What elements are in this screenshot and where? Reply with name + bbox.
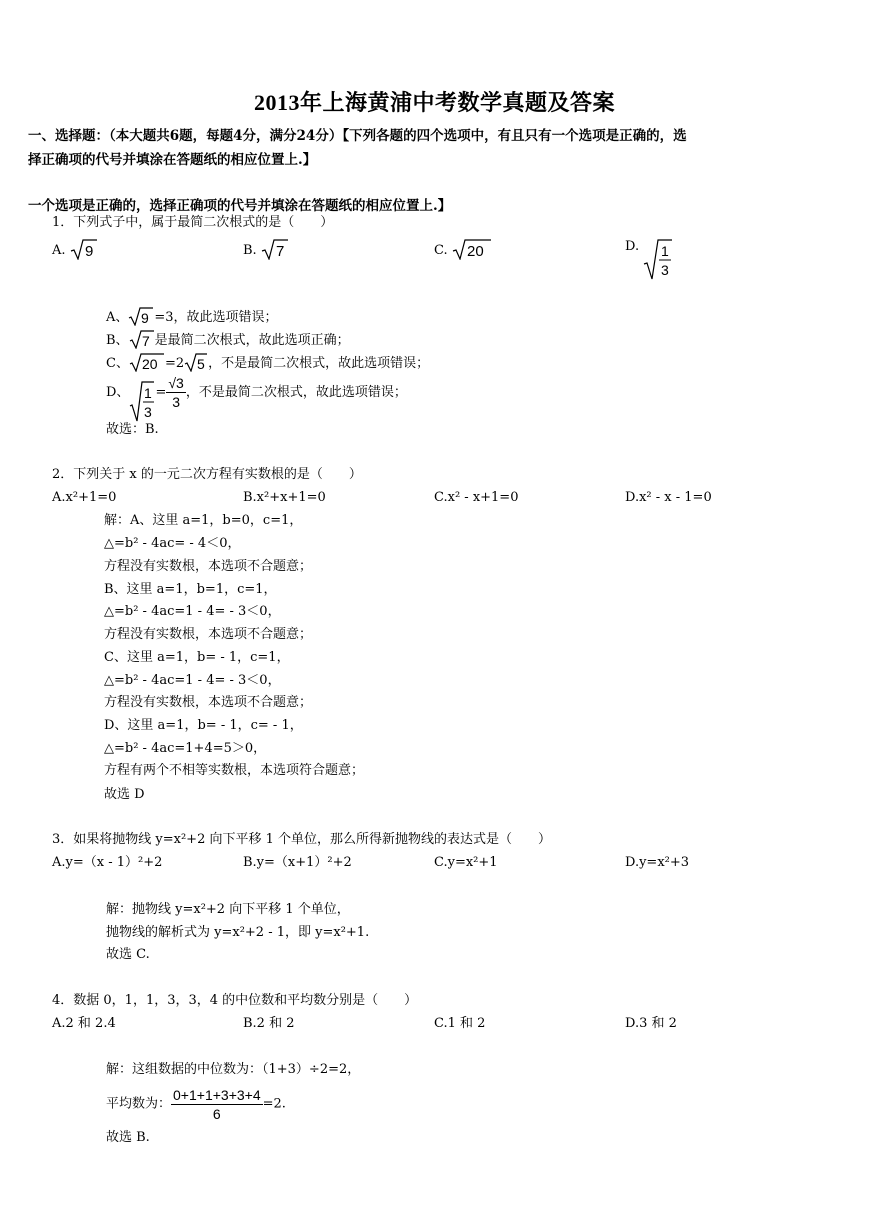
q1-sol-d-eq: =	[155, 385, 167, 400]
q1-option-a-label: A.	[52, 243, 66, 258]
q2-sol-line: △=b² - 4ac=1 - 4= - 3＜0，	[104, 673, 281, 688]
q2-option-d: D.x² - x - 1=0	[625, 490, 712, 505]
q2-sol-line: 方程没有实数根，本选项不合题意；	[104, 627, 313, 642]
q2-conclusion: 故选 D	[104, 787, 145, 802]
q1-sol-a	[106, 306, 278, 327]
q1-sol-b-post: 是最简二次根式，故此选项正确；	[154, 333, 350, 348]
page-title: 2013年上海黄浦中考数学真题及答案	[253, 90, 615, 115]
svg-text:3: 3	[144, 404, 153, 420]
q1-sol-d-post: ，不是最简二次根式，故此选项错误；	[185, 385, 407, 400]
q1-a-radicand: 9	[84, 243, 94, 260]
sqrt-icon	[128, 306, 154, 326]
sqrt-fraction-icon	[643, 238, 673, 280]
sqrt-icon	[184, 352, 208, 372]
q1-b-radicand: 7	[275, 243, 285, 260]
svg-text:7: 7	[141, 333, 150, 349]
q4-mean-numerator: 0+1+1+3+3+4	[173, 1087, 261, 1103]
sqrt-fraction-icon	[129, 380, 155, 422]
q1-option-c	[434, 238, 492, 260]
q1-sol-b	[106, 329, 350, 350]
q1-d-numerator: 1	[661, 243, 670, 259]
q1-conclusion: 故选：B.	[106, 422, 159, 437]
q4-sol-mean-post: =2.	[262, 1096, 286, 1112]
q1-option-a	[52, 238, 98, 260]
q2-sol-line: C、这里 a=1，b= - 1，c=1，	[104, 650, 290, 665]
q1-sol-c-pre: C、	[106, 356, 129, 371]
q1-sol-c-post: ，不是最简二次根式，故此选项错误；	[208, 356, 430, 371]
q3-option-a: A.y=（x - 1）²+2	[52, 855, 163, 870]
q2-sol-line: 方程没有实数根，本选项不合题意；	[104, 559, 313, 574]
q3-conclusion: 故选 C.	[106, 947, 150, 962]
q2-sol-line: B、这里 a=1，b=1，c=1，	[104, 582, 277, 597]
q1-c-radicand: 20	[466, 243, 484, 260]
q1-option-d-label: D.	[625, 239, 640, 254]
sqrt-icon	[452, 238, 492, 260]
q3-option-b: B.y=（x+1）²+2	[243, 855, 352, 870]
q4-option-d: D.3 和 2	[625, 1016, 677, 1031]
sqrt-icon	[129, 329, 155, 349]
q2-option-c: C.x² - x+1=0	[434, 490, 519, 505]
section-header-line1: 一、选择题：（本大题共6题，每题4分，满分24分）【下列各题的四个选项中，有且只有一个选项是正确的，选	[28, 128, 687, 144]
section-header-repeat: 一个选项是正确的，选择正确项的代号并填涂在答题纸的相应位置上.】	[28, 198, 452, 214]
q2-sol-line: 方程有两个不相等实数根，本选项符合题意；	[104, 763, 365, 778]
q2-sol-line: △=b² - 4ac= - 4＜0，	[104, 536, 241, 551]
q4-mean-denominator: 6	[212, 1106, 221, 1122]
q4-option-c: C.1 和 2	[434, 1016, 486, 1031]
q3-option-d: D.y=x²+3	[625, 855, 690, 870]
q1-stem: 1．下列式子中，属于最简二次根式的是（ ）	[52, 215, 334, 230]
svg-text:1: 1	[144, 385, 153, 401]
sqrt-icon	[261, 238, 289, 260]
q1-sol-a-pre: A、	[106, 310, 129, 325]
svg-text:20: 20	[141, 356, 158, 372]
q1-sol-d-den: 3	[172, 394, 180, 410]
q2-option-b: B.x²+x+1=0	[243, 490, 326, 505]
q1-sol-d-fraction	[166, 374, 185, 411]
sqrt-icon	[70, 238, 98, 260]
q1-option-b	[243, 238, 289, 260]
q1-sol-d-pre: D、	[106, 385, 130, 400]
q1-sol-b-pre: B、	[106, 333, 129, 348]
q4-sol-mean-pre: 平均数为：	[106, 1096, 172, 1112]
q3-stem: 3．如果将抛物线 y=x²+2 向下平移 1 个单位，那么所得新抛物线的表达式是（ ）	[52, 832, 552, 847]
q4-stem: 4．数据 0，1，1，3，3，4 的中位数和平均数分别是（ ）	[52, 993, 418, 1008]
q4-sol-median: 解：这组数据的中位数为：（1+3）÷2=2，	[106, 1062, 361, 1077]
q1-option-c-label: C.	[434, 243, 448, 258]
q4-option-a: A.2 和 2.4	[52, 1016, 116, 1031]
q4-option-b: B.2 和 2	[243, 1016, 295, 1031]
q4-mean-fraction	[171, 1086, 263, 1123]
q2-option-a: A.x²+1=0	[52, 490, 117, 505]
svg-text:5: 5	[197, 356, 205, 372]
q4-conclusion: 故选 B.	[106, 1130, 150, 1145]
q1-sol-a-post: =3，故此选项错误；	[154, 310, 278, 325]
q1-sol-c-mid: =2	[164, 356, 185, 371]
q2-stem: 2．下列关于 x 的一元二次方程有实数根的是（ ）	[52, 467, 362, 482]
q3-sol-line: 抛物线的解析式为 y=x²+2 - 1，即 y=x²+1.	[106, 925, 370, 940]
q3-sol-line: 解：抛物线 y=x²+2 向下平移 1 个单位，	[106, 902, 350, 917]
section-header-line2: 择正确项的代号并填涂在答题纸的相应位置上.】	[28, 152, 317, 168]
q1-d-denominator: 3	[661, 262, 670, 278]
q2-sol-line: △=b² - 4ac=1 - 4= - 3＜0，	[104, 604, 281, 619]
q1-sol-c	[106, 352, 429, 373]
q1-sol-d-num: √3	[168, 375, 184, 391]
sqrt-icon	[129, 352, 165, 372]
q2-sol-line: 方程没有实数根，本选项不合题意；	[104, 695, 313, 710]
q1-option-b-label: B.	[243, 243, 257, 258]
q2-sol-line: 解：A、这里 a=1，b=0，c=1，	[104, 513, 303, 528]
q1-option-d	[625, 238, 673, 280]
q1-sol-d	[106, 374, 407, 422]
q2-sol-line: D、这里 a=1，b= - 1，c= - 1，	[104, 718, 303, 733]
q4-sol-mean	[106, 1086, 286, 1123]
q3-option-c: C.y=x²+1	[434, 855, 498, 870]
q2-sol-line: △=b² - 4ac=1+4=5＞0，	[104, 741, 267, 756]
svg-text:9: 9	[141, 310, 150, 326]
